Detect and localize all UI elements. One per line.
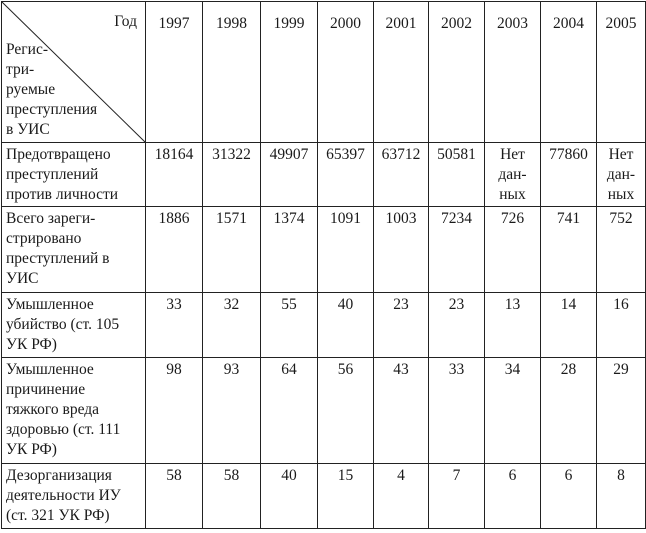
corner-year-label: Год (114, 13, 137, 30)
row-label-line: здоровью (ст. 111 (6, 421, 121, 438)
corner-rows-line: руемые (6, 81, 56, 98)
value-cell-1998 (203, 358, 261, 464)
value-text: 23 (448, 296, 465, 313)
value-cell-2001 (374, 207, 429, 293)
value-cell-1998 (203, 293, 261, 358)
value-text: 33 (166, 296, 182, 313)
value-text: 29 (613, 361, 629, 378)
value-text: 1571 (216, 210, 247, 227)
year-header-2000: 2000 (318, 2, 374, 143)
row-label-line: Всего зареги- (6, 210, 96, 227)
value-text: 55 (281, 296, 297, 313)
value-text: 14 (560, 296, 577, 313)
data-rows (2, 143, 646, 529)
disorganization-row (2, 464, 646, 529)
year-header-1997: 1997 (146, 2, 203, 143)
value-cell-2002 (429, 143, 485, 207)
value-text: 8 (617, 467, 625, 484)
row-label-line: тяжкого вреда (6, 401, 100, 418)
value-cell-2001 (374, 464, 429, 529)
row-label-cell (2, 143, 146, 207)
value-text: 40 (281, 467, 297, 484)
value-text: 741 (556, 210, 581, 227)
crime-statistics-table (1, 1, 646, 529)
value-cell-1997 (146, 293, 203, 358)
value-cell-1997 (146, 143, 203, 207)
value-cell-2001 (374, 293, 429, 358)
prevented-crimes-row (2, 143, 646, 207)
value-cell-2003 (485, 207, 541, 293)
value-text: 98 (166, 361, 182, 378)
row-label-line: Умышленное (6, 361, 94, 378)
row-label-line: УК РФ) (6, 336, 57, 353)
row-label-line: Умышленное (6, 296, 94, 313)
value-text: 64 (281, 361, 297, 378)
value-cell-1999 (261, 464, 318, 529)
value-cell-2002 (429, 207, 485, 293)
value-cell-2005 (597, 464, 646, 529)
corner-rows-line: три- (6, 61, 35, 78)
value-text: 65397 (326, 146, 365, 163)
year-header-2002: 2002 (429, 2, 485, 143)
year-header-2001: 2001 (374, 2, 429, 143)
value-cell-1999 (261, 293, 318, 358)
value-text: дан- (606, 166, 636, 183)
value-cell-2005 (597, 207, 646, 293)
value-cell-2002 (429, 293, 485, 358)
value-text: 32 (223, 296, 240, 313)
value-text: 93 (223, 361, 240, 378)
value-text: 1003 (385, 210, 417, 227)
row-label-cell (2, 207, 146, 293)
value-cell-2001 (374, 143, 429, 207)
value-cell-2003 (485, 464, 541, 529)
row-label-line: причинение (6, 381, 86, 398)
row-label-line: УИС (6, 270, 39, 287)
year-header-2003: 2003 (485, 2, 541, 143)
corner-rows-label (6, 40, 116, 140)
value-text: 752 (609, 210, 633, 227)
row-label-line: стрировано (6, 230, 82, 247)
value-text: 43 (393, 361, 409, 378)
value-text: ных (607, 186, 635, 203)
row-label-line: Предотвращено (6, 146, 111, 163)
header-row (2, 2, 646, 143)
row-label-line: деятельности ИУ (6, 487, 121, 504)
value-cell-2005 (597, 358, 646, 464)
value-text: 58 (166, 467, 182, 484)
value-cell-1998 (203, 207, 261, 293)
value-text: 31322 (212, 146, 251, 163)
value-cell-2004 (541, 143, 597, 207)
value-cell-2000 (318, 358, 374, 464)
value-cell-1997 (146, 358, 203, 464)
value-cell-2000 (318, 293, 374, 358)
value-text: 1886 (158, 210, 190, 227)
value-text: 56 (337, 361, 354, 378)
corner-rows-line: в УИС (6, 121, 50, 138)
grievous-harm-row (2, 358, 646, 464)
value-cell-1999 (261, 143, 318, 207)
row-label-cell (2, 464, 146, 529)
value-text: дан- (498, 166, 527, 183)
value-cell-1999 (261, 207, 318, 293)
row-label-line: УК РФ) (6, 441, 57, 458)
corner-header-cell (2, 2, 146, 143)
value-text: 28 (560, 361, 577, 378)
value-cell-2002 (429, 358, 485, 464)
murder-row (2, 293, 646, 358)
value-text: 7 (452, 467, 461, 484)
row-label-line: (ст. 321 УК РФ) (6, 507, 110, 524)
value-text: 50581 (437, 146, 476, 163)
value-text: ных (499, 186, 526, 203)
value-cell-2004 (541, 358, 597, 464)
value-text: 6 (564, 467, 573, 484)
value-cell-2004 (541, 464, 597, 529)
value-cell-2005 (597, 143, 646, 207)
value-cell-1997 (146, 207, 203, 293)
value-text: Нет (608, 146, 634, 163)
value-text: 16 (613, 296, 629, 313)
value-text: 6 (508, 467, 517, 484)
total-registered-row (2, 207, 646, 293)
row-label-cell (2, 293, 146, 358)
value-text: 34 (504, 361, 521, 378)
value-cell-2002 (429, 464, 485, 529)
value-cell-1998 (203, 143, 261, 207)
year-header-2004: 2004 (541, 2, 597, 143)
row-label-line: преступлений (6, 166, 99, 183)
row-label-cell (2, 358, 146, 464)
value-text: 1091 (330, 210, 361, 227)
value-text: 33 (448, 361, 465, 378)
value-text: 15 (337, 467, 354, 484)
year-header-1998: 1998 (203, 2, 261, 143)
value-text: 13 (504, 296, 521, 313)
row-label-line: Дезорганизация (6, 467, 112, 484)
row-label-line: против личности (6, 186, 119, 203)
corner-rows-line: преступления (6, 101, 98, 118)
value-cell-2005 (597, 293, 646, 358)
value-text: 63712 (381, 146, 421, 163)
value-text: 58 (223, 467, 240, 484)
value-text: 23 (393, 296, 409, 313)
value-cell-2003 (485, 143, 541, 207)
value-text: 1374 (273, 210, 305, 227)
value-text: Нет (500, 146, 525, 163)
value-cell-2004 (541, 207, 597, 293)
value-cell-1998 (203, 464, 261, 529)
value-cell-2001 (374, 358, 429, 464)
value-cell-1997 (146, 464, 203, 529)
value-cell-2004 (541, 293, 597, 358)
year-header-2005: 2005 (597, 2, 646, 143)
value-text: 726 (500, 210, 525, 227)
row-label-line: убийство (ст. 105 (6, 316, 120, 333)
value-text: 4 (397, 467, 405, 484)
value-text: 40 (337, 296, 354, 313)
row-label-line: преступлений в (6, 250, 110, 267)
value-text: 18164 (154, 146, 194, 163)
value-text: 49907 (269, 146, 309, 163)
value-text: 7234 (441, 210, 472, 227)
value-cell-2003 (485, 293, 541, 358)
value-cell-2000 (318, 143, 374, 207)
corner-rows-line: Регис- (6, 41, 48, 58)
value-cell-2000 (318, 464, 374, 529)
value-cell-2000 (318, 207, 374, 293)
value-text: 77860 (549, 146, 588, 163)
year-header-1999: 1999 (261, 2, 318, 143)
value-cell-1999 (261, 358, 318, 464)
value-cell-2003 (485, 358, 541, 464)
